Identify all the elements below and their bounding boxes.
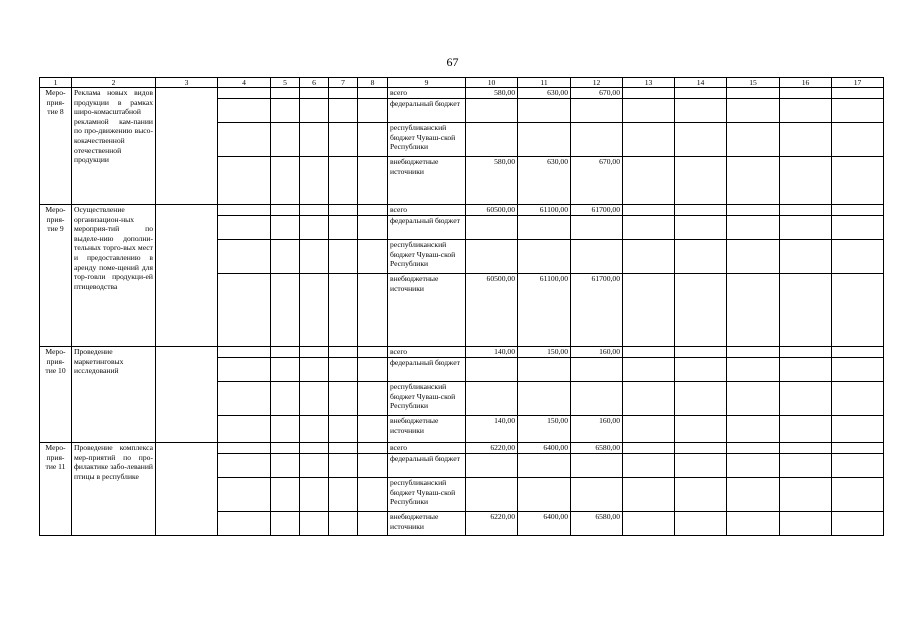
column-header: 5 [271,78,300,88]
empty-cell [780,205,832,216]
empty-cell [329,205,358,216]
empty-cell [727,478,780,512]
empty-cell [832,123,884,157]
empty-cell [358,416,388,443]
empty-cell [832,382,884,416]
empty-cell [623,416,675,443]
funding-source: внебюджетные источники [388,416,466,443]
empty-cell [675,216,727,240]
value-col-11 [518,358,571,382]
empty-cell [271,454,300,478]
empty-cell [358,205,388,216]
empty-cell [271,512,300,536]
empty-cell [329,382,358,416]
empty-cell [780,99,832,123]
value-col-11: 150,00 [518,416,571,443]
empty-cell [218,512,271,536]
empty-cell [623,443,675,454]
empty-cell [358,99,388,123]
value-col-12 [571,382,623,416]
empty-cell [780,216,832,240]
empty-cell [675,240,727,274]
value-col-10 [466,478,518,512]
empty-cell [300,454,329,478]
funding-source: внебюджетные источники [388,157,466,205]
empty-cell [329,157,358,205]
empty-cell [358,157,388,205]
empty-cell [329,216,358,240]
column-header: 13 [623,78,675,88]
funding-source: федеральный бюджет [388,216,466,240]
column-header: 4 [218,78,271,88]
column-header: 10 [466,78,518,88]
empty-cell [300,382,329,416]
empty-cell [727,216,780,240]
value-col-12: 160,00 [571,347,623,358]
empty-cell [727,274,780,347]
responsible-cell [156,205,218,347]
empty-cell [832,454,884,478]
empty-cell [780,382,832,416]
value-col-12 [571,99,623,123]
empty-cell [780,123,832,157]
empty-cell [623,240,675,274]
empty-cell [727,382,780,416]
value-col-12: 61700,00 [571,274,623,347]
empty-cell [832,157,884,205]
empty-cell [727,88,780,99]
empty-cell [218,157,271,205]
column-header: 17 [832,78,884,88]
value-col-12: 670,00 [571,88,623,99]
empty-cell [727,123,780,157]
value-col-10 [466,382,518,416]
empty-cell [727,443,780,454]
empty-cell [271,478,300,512]
empty-cell [780,416,832,443]
value-col-12: 670,00 [571,157,623,205]
empty-cell [727,205,780,216]
value-col-11 [518,382,571,416]
empty-cell [218,123,271,157]
column-header: 7 [329,78,358,88]
empty-cell [675,347,727,358]
empty-cell [780,274,832,347]
value-col-10: 60500,00 [466,205,518,216]
budget-table [39,77,884,536]
value-col-10 [466,216,518,240]
empty-cell [832,216,884,240]
empty-cell [218,443,271,454]
empty-cell [832,99,884,123]
empty-cell [271,88,300,99]
column-header: 12 [571,78,623,88]
empty-cell [675,157,727,205]
empty-cell [218,454,271,478]
empty-cell [780,358,832,382]
empty-cell [832,205,884,216]
empty-cell [727,358,780,382]
empty-cell [623,216,675,240]
empty-cell [675,99,727,123]
value-col-11: 6400,00 [518,443,571,454]
empty-cell [358,382,388,416]
empty-cell [832,240,884,274]
table-row [40,347,884,358]
table-row [40,443,884,454]
column-header: 3 [156,78,218,88]
value-col-11 [518,99,571,123]
empty-cell [271,274,300,347]
responsible-cell [156,88,218,205]
value-col-12 [571,123,623,157]
empty-cell [727,347,780,358]
empty-cell [300,347,329,358]
funding-source: республиканский бюджет Чуваш-ской Республики [388,123,466,157]
empty-cell [623,205,675,216]
empty-cell [675,274,727,347]
value-col-12 [571,454,623,478]
empty-cell [832,443,884,454]
empty-cell [727,512,780,536]
empty-cell [271,240,300,274]
value-col-11 [518,216,571,240]
value-col-11: 6400,00 [518,512,571,536]
value-col-11 [518,478,571,512]
value-col-11: 61100,00 [518,205,571,216]
empty-cell [329,240,358,274]
empty-cell [623,358,675,382]
column-header: 16 [780,78,832,88]
empty-cell [358,240,388,274]
empty-cell [675,205,727,216]
column-header: 14 [675,78,727,88]
empty-cell [358,443,388,454]
empty-cell [832,478,884,512]
empty-cell [727,240,780,274]
empty-cell [780,88,832,99]
empty-cell [271,347,300,358]
measure-description: Проведение маркетинговых исследований [72,347,156,443]
empty-cell [218,358,271,382]
empty-cell [218,416,271,443]
empty-cell [300,99,329,123]
funding-source: федеральный бюджет [388,358,466,382]
funding-source: всего [388,88,466,99]
empty-cell [329,443,358,454]
empty-cell [675,88,727,99]
empty-cell [832,358,884,382]
funding-source: всего [388,443,466,454]
empty-cell [329,88,358,99]
value-col-10 [466,99,518,123]
empty-cell [727,416,780,443]
value-col-11: 61100,00 [518,274,571,347]
empty-cell [300,512,329,536]
empty-cell [218,347,271,358]
empty-cell [675,512,727,536]
value-col-10 [466,123,518,157]
empty-cell [300,157,329,205]
value-col-10 [466,358,518,382]
empty-cell [218,88,271,99]
empty-cell [675,382,727,416]
empty-cell [832,512,884,536]
empty-cell [832,274,884,347]
value-col-12: 61700,00 [571,205,623,216]
empty-cell [218,240,271,274]
empty-cell [780,454,832,478]
empty-cell [300,478,329,512]
header-row [40,78,884,88]
empty-cell [329,123,358,157]
value-col-12 [571,216,623,240]
value-col-10: 580,00 [466,88,518,99]
empty-cell [832,347,884,358]
empty-cell [358,478,388,512]
value-col-12 [571,240,623,274]
value-col-10: 6220,00 [466,443,518,454]
empty-cell [218,205,271,216]
funding-source: всего [388,347,466,358]
empty-cell [300,123,329,157]
empty-cell [623,347,675,358]
measure-description: Реклама новых видов продукции в рамках широ-комасштабной рекламной кам-пании по про-движению высо-кокачественной отечественной продукции [72,88,156,205]
empty-cell [218,478,271,512]
table-row [40,205,884,216]
empty-cell [329,274,358,347]
column-header: 1 [40,78,72,88]
empty-cell [832,88,884,99]
empty-cell [271,358,300,382]
empty-cell [358,454,388,478]
empty-cell [780,157,832,205]
empty-cell [329,347,358,358]
empty-cell [780,443,832,454]
value-col-11: 630,00 [518,88,571,99]
empty-cell [358,358,388,382]
empty-cell [780,512,832,536]
value-col-10 [466,454,518,478]
empty-cell [329,416,358,443]
empty-cell [300,88,329,99]
value-col-11 [518,454,571,478]
value-col-11 [518,123,571,157]
column-header: 9 [388,78,466,88]
empty-cell [832,416,884,443]
empty-cell [358,123,388,157]
empty-cell [675,454,727,478]
empty-cell [623,99,675,123]
funding-source: внебюджетные источники [388,512,466,536]
empty-cell [329,454,358,478]
empty-cell [623,454,675,478]
empty-cell [271,216,300,240]
empty-cell [271,99,300,123]
empty-cell [623,478,675,512]
empty-cell [271,443,300,454]
empty-cell [218,99,271,123]
empty-cell [675,123,727,157]
column-header: 8 [358,78,388,88]
empty-cell [329,358,358,382]
value-col-12: 6580,00 [571,512,623,536]
value-col-10: 6220,00 [466,512,518,536]
empty-cell [623,88,675,99]
empty-cell [300,240,329,274]
empty-cell [623,382,675,416]
empty-cell [271,382,300,416]
empty-cell [358,347,388,358]
empty-cell [780,347,832,358]
empty-cell [218,382,271,416]
measure-description: Проведение комплекса мер-приятий по про-филактике забо-леваний птицы в республике [72,443,156,536]
funding-source: всего [388,205,466,216]
empty-cell [675,358,727,382]
empty-cell [271,157,300,205]
table-row [40,88,884,99]
empty-cell [358,274,388,347]
value-col-10: 140,00 [466,416,518,443]
value-col-12: 160,00 [571,416,623,443]
empty-cell [727,99,780,123]
measure-label: Меро- прия- тие 11 [40,443,72,536]
value-col-10: 140,00 [466,347,518,358]
empty-cell [675,416,727,443]
empty-cell [271,123,300,157]
value-col-12 [571,358,623,382]
empty-cell [727,157,780,205]
funding-source: республиканский бюджет Чуваш-ской Республики [388,240,466,274]
value-col-11: 150,00 [518,347,571,358]
empty-cell [300,443,329,454]
column-header: 2 [72,78,156,88]
empty-cell [300,274,329,347]
empty-cell [300,216,329,240]
funding-source: республиканский бюджет Чуваш-ской Республики [388,478,466,512]
funding-source: республиканский бюджет Чуваш-ской Республики [388,382,466,416]
empty-cell [675,443,727,454]
column-header: 11 [518,78,571,88]
column-header: 15 [727,78,780,88]
value-col-10: 60500,00 [466,274,518,347]
empty-cell [218,274,271,347]
measure-label: Меро- прия- тие 9 [40,205,72,347]
empty-cell [300,416,329,443]
empty-cell [780,478,832,512]
value-col-12 [571,478,623,512]
empty-cell [358,88,388,99]
empty-cell [218,216,271,240]
empty-cell [780,240,832,274]
empty-cell [271,416,300,443]
empty-cell [300,358,329,382]
empty-cell [271,205,300,216]
value-col-12: 6580,00 [571,443,623,454]
responsible-cell [156,443,218,536]
funding-source: федеральный бюджет [388,99,466,123]
empty-cell [329,478,358,512]
empty-cell [358,512,388,536]
empty-cell [623,512,675,536]
value-col-10: 580,00 [466,157,518,205]
measure-label: Меро- прия- тие 8 [40,88,72,205]
value-col-11 [518,240,571,274]
responsible-cell [156,347,218,443]
empty-cell [623,274,675,347]
empty-cell [623,157,675,205]
measure-label: Меро- прия- тие 10 [40,347,72,443]
empty-cell [300,205,329,216]
empty-cell [329,99,358,123]
empty-cell [675,478,727,512]
funding-source: федеральный бюджет [388,454,466,478]
empty-cell [329,512,358,536]
measure-description: Осуществление организацион-ных мероприя-тий по выделе-нию дополни-тельных торго-вых мест и предоставлению в аренду поме-щений для тор-говли продукци-ей птицеводства [72,205,156,347]
page-number: 67 [446,55,459,69]
empty-cell [358,216,388,240]
empty-cell [623,123,675,157]
funding-source: внебюджетные источники [388,274,466,347]
value-col-11: 630,00 [518,157,571,205]
column-header: 6 [300,78,329,88]
empty-cell [727,454,780,478]
value-col-10 [466,240,518,274]
